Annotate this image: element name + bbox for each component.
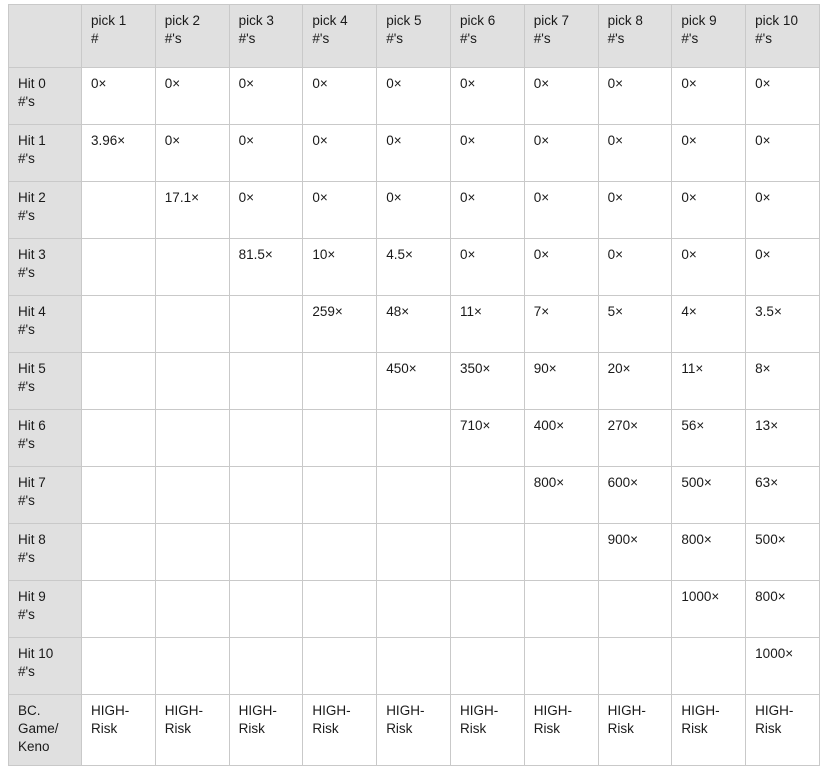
table-row [9, 182, 820, 239]
cell-hit8-pick4 [303, 524, 377, 581]
cell-hit10-pick10: 1000× [746, 638, 820, 695]
cell-hit9-pick7 [524, 581, 598, 638]
column-header-line1: pick 6 [459, 13, 496, 28]
cell-hit5-pick7: 90× [524, 353, 598, 410]
cell-hit9-pick1 [82, 581, 156, 638]
cell-hit1-pick2: 0× [155, 125, 229, 182]
table-row [9, 296, 820, 353]
cell-hit6-pick10: 13× [746, 410, 820, 467]
cell-hit0-pick1: 0× [82, 68, 156, 125]
cell-hit1-pick10: 0× [746, 125, 820, 182]
cell-hit1-pick1: 3.96× [82, 125, 156, 182]
cell-hit2-pick1 [82, 182, 156, 239]
cell-hit10-pick2 [155, 638, 229, 695]
column-header-line2: #'s [755, 31, 773, 47]
cell-hit0-pick3: 0× [229, 68, 303, 125]
cell-hit5-pick3 [229, 353, 303, 410]
cell-hit8-pick8: 900× [598, 524, 672, 581]
cell-hit9-pick4 [303, 581, 377, 638]
column-header-pick-2 [155, 5, 229, 68]
column-header-line1: pick 4 [312, 13, 348, 28]
table-body [9, 68, 820, 766]
cell-hit4-pick7: 7× [524, 296, 598, 353]
table-row [9, 581, 820, 638]
cell-hit5-pick5: 450× [377, 353, 451, 410]
cell-hit2-pick3: 0× [229, 182, 303, 239]
cell-hit10-pick7 [524, 638, 598, 695]
column-header-line1: pick 3 [238, 13, 274, 28]
row-header-line2: #'s [18, 208, 35, 224]
cell-hit2-pick7: 0× [524, 182, 598, 239]
cell-hit4-pick1 [82, 296, 156, 353]
cell-hit3-pick5: 4.5× [377, 239, 451, 296]
row-header-hit-4 [9, 296, 82, 353]
cell-hit1-pick4: 0× [303, 125, 377, 182]
column-header-pick-4 [303, 5, 377, 68]
table-row [9, 353, 820, 410]
row-header-line1: Hit 6 [18, 418, 46, 433]
cell-risk-pick2: HIGH-Risk [155, 695, 229, 766]
row-header-line1: Hit 8 [18, 532, 46, 547]
cell-hit0-pick2: 0× [155, 68, 229, 125]
cell-hit0-pick8: 0× [598, 68, 672, 125]
row-header-hit-10 [9, 638, 82, 695]
column-header-line1: pick 7 [533, 13, 570, 28]
cell-hit8-pick3 [229, 524, 303, 581]
cell-hit7-pick5 [377, 467, 451, 524]
row-header-line1: Hit 1 [18, 133, 46, 148]
table-row [9, 239, 820, 296]
row-header-line1: Hit 9 [18, 589, 46, 604]
cell-hit10-pick3 [229, 638, 303, 695]
cell-hit4-pick10: 3.5× [746, 296, 820, 353]
column-header-line2: #'s [607, 31, 625, 47]
cell-hit6-pick7: 400× [524, 410, 598, 467]
cell-hit3-pick9: 0× [672, 239, 746, 296]
row-header-hit-5 [9, 353, 82, 410]
cell-hit0-pick5: 0× [377, 68, 451, 125]
cell-risk-pick6: HIGH-Risk [450, 695, 524, 766]
cell-hit7-pick9: 500× [672, 467, 746, 524]
table-row [9, 125, 820, 182]
column-header-line2: #'s [238, 31, 256, 47]
cell-hit5-pick1 [82, 353, 156, 410]
table-row [9, 410, 820, 467]
cell-hit3-pick1 [82, 239, 156, 296]
cell-hit4-pick8: 5× [598, 296, 672, 353]
table-footer-row [9, 695, 820, 766]
cell-hit4-pick2 [155, 296, 229, 353]
cell-hit1-pick9: 0× [672, 125, 746, 182]
cell-hit7-pick4 [303, 467, 377, 524]
row-header-hit-9 [9, 581, 82, 638]
cell-hit4-pick3 [229, 296, 303, 353]
row-header-hit-2 [9, 182, 82, 239]
cell-hit3-pick8: 0× [598, 239, 672, 296]
row-header-hit-8 [9, 524, 82, 581]
cell-hit10-pick9 [672, 638, 746, 695]
row-header-line1: Hit 5 [18, 361, 46, 376]
cell-hit7-pick1 [82, 467, 156, 524]
cell-hit4-pick9: 4× [672, 296, 746, 353]
table-row [9, 467, 820, 524]
cell-hit0-pick9: 0× [672, 68, 746, 125]
cell-hit10-pick5 [377, 638, 451, 695]
cell-hit3-pick6: 0× [450, 239, 524, 296]
column-header-pick-1 [82, 5, 156, 68]
column-header-pick-10 [746, 5, 820, 68]
cell-hit0-pick10: 0× [746, 68, 820, 125]
cell-hit6-pick5 [377, 410, 451, 467]
cell-risk-pick7: HIGH-Risk [524, 695, 598, 766]
cell-hit10-pick6 [450, 638, 524, 695]
cell-hit7-pick8: 600× [598, 467, 672, 524]
row-header-line2: Game/ [18, 721, 59, 737]
cell-hit9-pick8 [598, 581, 672, 638]
column-header-pick-7 [524, 5, 598, 68]
cell-hit6-pick4 [303, 410, 377, 467]
cell-hit9-pick9: 1000× [672, 581, 746, 638]
row-header-hit-1 [9, 125, 82, 182]
row-header-hit-0 [9, 68, 82, 125]
cell-hit2-pick9: 0× [672, 182, 746, 239]
cell-hit5-pick8: 20× [598, 353, 672, 410]
cell-hit7-pick2 [155, 467, 229, 524]
cell-risk-pick1: HIGH-Risk [82, 695, 156, 766]
row-header-line2: #'s [18, 94, 35, 110]
keno-payout-table [8, 4, 820, 766]
header-row [9, 5, 820, 68]
cell-hit2-pick4: 0× [303, 182, 377, 239]
cell-hit3-pick2 [155, 239, 229, 296]
cell-risk-pick4: HIGH-Risk [303, 695, 377, 766]
cell-hit3-pick7: 0× [524, 239, 598, 296]
row-header-line1: Hit 3 [18, 247, 46, 262]
cell-hit1-pick8: 0× [598, 125, 672, 182]
column-header-line1: pick 2 [164, 13, 201, 28]
cell-hit3-pick10: 0× [746, 239, 820, 296]
cell-hit6-pick8: 270× [598, 410, 672, 467]
cell-hit7-pick6 [450, 467, 524, 524]
column-header-line1: pick 10 [755, 13, 798, 28]
row-header-line1: Hit 10 [18, 646, 54, 661]
cell-hit2-pick6: 0× [450, 182, 524, 239]
cell-hit9-pick2 [155, 581, 229, 638]
cell-hit6-pick9: 56× [672, 410, 746, 467]
cell-hit6-pick2 [155, 410, 229, 467]
row-header-line2: #'s [18, 493, 35, 509]
cell-hit8-pick10: 500× [746, 524, 820, 581]
cell-hit1-pick6: 0× [450, 125, 524, 182]
row-header-line1: Hit 4 [18, 304, 46, 319]
cell-hit2-pick8: 0× [598, 182, 672, 239]
cell-hit0-pick4: 0× [303, 68, 377, 125]
table-row [9, 68, 820, 125]
table-row [9, 524, 820, 581]
column-header-line2: #'s [533, 31, 551, 47]
row-header-line3: Keno [18, 739, 50, 755]
cell-hit2-pick5: 0× [377, 182, 451, 239]
cell-risk-pick8: HIGH-Risk [598, 695, 672, 766]
cell-hit9-pick6 [450, 581, 524, 638]
cell-hit6-pick3 [229, 410, 303, 467]
cell-hit0-pick7: 0× [524, 68, 598, 125]
cell-risk-pick5: HIGH-Risk [377, 695, 451, 766]
row-header-source [9, 695, 82, 766]
cell-hit2-pick2: 17.1× [155, 182, 229, 239]
row-header-line2: #'s [18, 607, 35, 623]
column-header-line2: #'s [312, 31, 330, 47]
cell-hit5-pick9: 11× [672, 353, 746, 410]
cell-hit4-pick6: 11× [450, 296, 524, 353]
row-header-line1: Hit 0 [18, 76, 46, 91]
cell-hit10-pick8 [598, 638, 672, 695]
cell-hit5-pick10: 8× [746, 353, 820, 410]
column-header-line1: pick 8 [607, 13, 643, 28]
cell-hit8-pick6 [450, 524, 524, 581]
cell-hit7-pick7: 800× [524, 467, 598, 524]
column-header-line1: pick 9 [681, 13, 717, 28]
cell-hit1-pick7: 0× [524, 125, 598, 182]
table-head [9, 5, 820, 68]
column-header-line2: # [91, 31, 99, 47]
column-header-line1: pick 1 [91, 13, 127, 28]
column-header-pick-5 [377, 5, 451, 68]
row-header-line1: BC. [18, 703, 41, 718]
cell-hit9-pick5 [377, 581, 451, 638]
cell-hit7-pick10: 63× [746, 467, 820, 524]
cell-hit9-pick3 [229, 581, 303, 638]
row-header-line2: #'s [18, 151, 35, 167]
cell-hit4-pick4: 259× [303, 296, 377, 353]
cell-hit8-pick5 [377, 524, 451, 581]
column-header-line2: #'s [459, 31, 477, 47]
column-header-pick-3 [229, 5, 303, 68]
row-header-line1: Hit 2 [18, 190, 46, 205]
cell-hit2-pick10: 0× [746, 182, 820, 239]
cell-hit1-pick5: 0× [377, 125, 451, 182]
cell-hit8-pick2 [155, 524, 229, 581]
cell-risk-pick10: HIGH-Risk [746, 695, 820, 766]
cell-hit4-pick5: 48× [377, 296, 451, 353]
column-header-line2: #'s [164, 31, 182, 47]
cell-hit0-pick6: 0× [450, 68, 524, 125]
cell-hit6-pick1 [82, 410, 156, 467]
cell-hit9-pick10: 800× [746, 581, 820, 638]
cell-hit7-pick3 [229, 467, 303, 524]
row-header-line2: #'s [18, 436, 35, 452]
row-header-hit-3 [9, 239, 82, 296]
cell-hit5-pick6: 350× [450, 353, 524, 410]
column-header-line1: pick 5 [386, 13, 422, 28]
row-header-line2: #'s [18, 379, 35, 395]
row-header-line2: #'s [18, 664, 35, 680]
column-header-pick-6 [450, 5, 524, 68]
cell-risk-pick9: HIGH-Risk [672, 695, 746, 766]
cell-hit5-pick2 [155, 353, 229, 410]
cell-hit8-pick1 [82, 524, 156, 581]
cell-hit5-pick4 [303, 353, 377, 410]
cell-hit8-pick7 [524, 524, 598, 581]
table-row [9, 638, 820, 695]
cell-hit3-pick4: 10× [303, 239, 377, 296]
corner-cell [9, 5, 82, 68]
column-header-line2: #'s [681, 31, 699, 47]
row-header-line2: #'s [18, 265, 35, 281]
row-header-hit-6 [9, 410, 82, 467]
row-header-hit-7 [9, 467, 82, 524]
cell-hit10-pick1 [82, 638, 156, 695]
column-header-pick-8 [598, 5, 672, 68]
cell-hit1-pick3: 0× [229, 125, 303, 182]
column-header-pick-9 [672, 5, 746, 68]
cell-risk-pick3: HIGH-Risk [229, 695, 303, 766]
cell-hit10-pick4 [303, 638, 377, 695]
row-header-line2: #'s [18, 550, 35, 566]
row-header-line2: #'s [18, 322, 35, 338]
cell-hit6-pick6: 710× [450, 410, 524, 467]
cell-hit3-pick3: 81.5× [229, 239, 303, 296]
row-header-line1: Hit 7 [18, 475, 46, 490]
column-header-line2: #'s [386, 31, 404, 47]
cell-hit8-pick9: 800× [672, 524, 746, 581]
